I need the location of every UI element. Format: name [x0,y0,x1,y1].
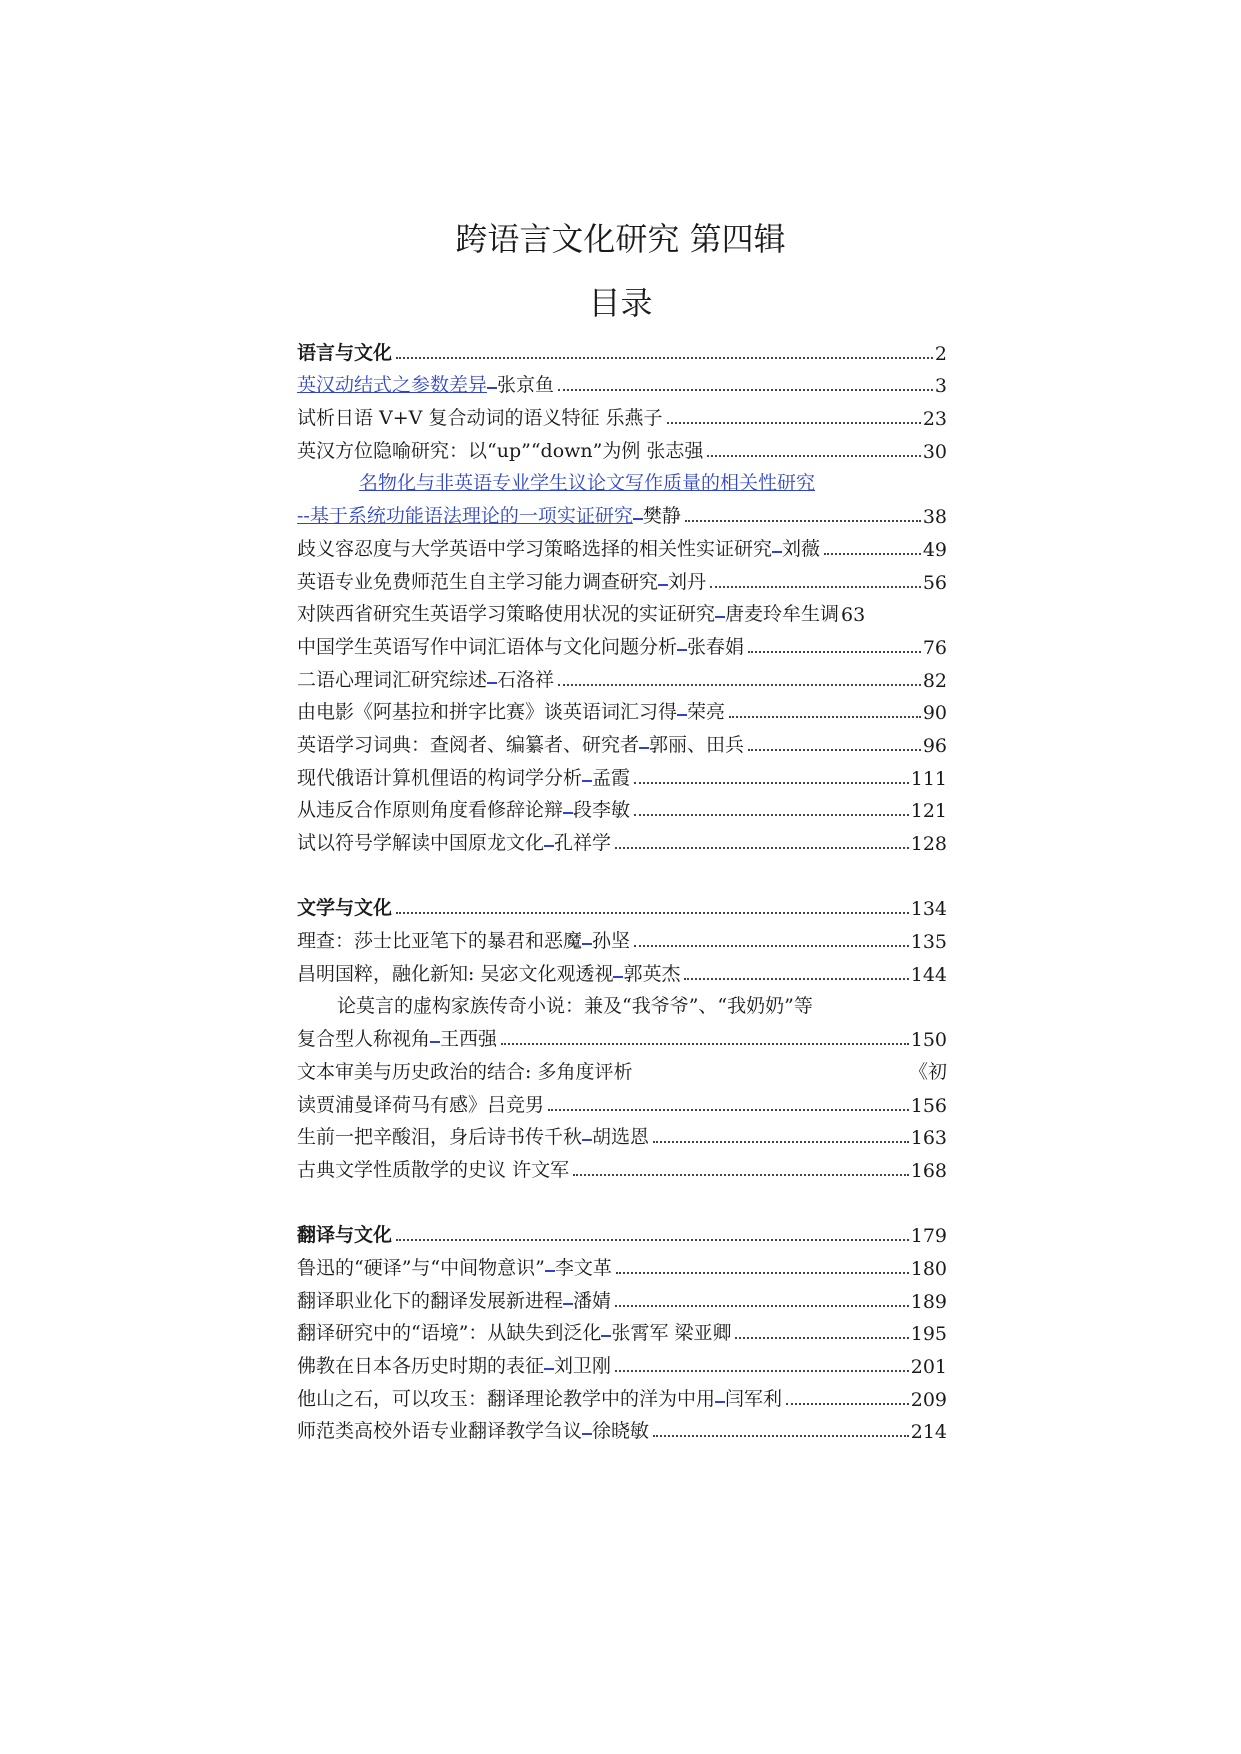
section-gap [297,855,947,888]
toc-entry[interactable]: 师范类高校外语专业翻译教学刍议 徐晓敏 214 [297,1420,947,1444]
toc-entry[interactable]: 由电影《阿基拉和拼字比赛》谈英语词汇习得 荣亮 90 [297,701,947,725]
toc-entry[interactable]: 鲁迅的“硬译”与“中间物意识” 李文革 180 [297,1256,947,1280]
toc-entry[interactable]: 英汉动结式之参数差异 张京鱼 3 [297,374,947,398]
toc-entry[interactable]: 翻译研究中的“语境”：从缺失到泛化 张霄军 梁亚卿 195 [297,1322,947,1346]
toc-entry[interactable]: 昌明国粹，融化新知: 吴宓文化观透视 郭英杰 144 [297,962,947,986]
toc-entry-line1[interactable]: 文本审美与历史政治的结合: 多角度评析 《初 [297,1060,947,1083]
toc-entry-line1[interactable]: 论莫言的虚构家族传奇小说：兼及“我爷爷”、“我奶奶”等 [337,995,813,1018]
toc-entry[interactable]: --基于系统功能语法理论的一项实证研究 樊静 38 [297,505,947,529]
toc-entry[interactable]: 现代俄语计算机俚语的构词学分析 孟霞 111 [297,766,947,790]
toc-entry[interactable]: 读贾浦曼译荷马有感》吕竞男 156 [297,1093,947,1117]
toc-entry[interactable]: 英汉方位隐喻研究：以“up”“down”为例 张志强 30 [297,439,947,463]
toc-entry[interactable]: 佛教在日本各历史时期的表征 刘卫刚 201 [297,1355,947,1378]
toc-entry[interactable]: 二语心理词汇研究综述 石洛祥 82 [297,668,947,692]
toc-entry[interactable]: 他山之石，可以攻玉：翻译理论教学中的洋为中用 闫军利 209 [297,1387,947,1411]
toc-section-heading[interactable]: 文学与文化 134 [297,897,947,921]
toc-entry[interactable]: 翻译职业化下的翻译发展新进程 潘婧 189 [297,1289,947,1313]
toc-entry[interactable]: 中国学生英语写作中词汇语体与文化问题分析 张春娟 76 [297,635,947,659]
toc-entry[interactable]: 英语学习词典：查阅者、编纂者、研究者 郭丽、田兵 96 [297,733,947,757]
toc-entry-line1[interactable] [297,463,947,496]
toc-entry-link[interactable]: 英汉动结式之参数差异 [297,374,488,397]
table-of-contents [297,332,947,1443]
toc-entry[interactable]: 复合型人称视角 王西强 150 [297,1028,947,1052]
toc-entry[interactable]: 生前一把辛酸泪，身后诗书传千秋 胡选恩 163 [297,1126,947,1150]
toc-section-heading[interactable]: 翻译与文化 179 [297,1224,947,1248]
toc-entry[interactable]: 试以符号学解读中国原龙文化 孔祥学 128 [297,832,947,855]
toc-entry[interactable]: 试析日语 V+V 复合动词的语义特征 乐燕子 23 [297,407,947,431]
book-title: 跨语言文化研究 第四辑 [455,220,786,258]
toc-entry-link[interactable]: --基于系统功能语法理论的一项实证研究 [297,505,633,528]
toc-entry[interactable]: 对陕西省研究生英语学习策略使用状况的实证研究 唐麦玲牟生调 63 [297,603,866,627]
toc-entry-link[interactable]: 名物化与非英语专业学生议论文写作质量的相关性研究 [359,472,816,495]
toc-entry[interactable]: 古典文学性质散学的史议 许文军 168 [297,1158,947,1182]
toc-entry[interactable]: 从违反合作原则角度看修辞论辩 段李敏 121 [297,799,947,823]
toc-entry[interactable]: 理查：莎士比亚笔下的暴君和恶魔 孙坚 135 [297,930,947,954]
toc-title: 目录 [588,284,653,322]
toc-section-heading[interactable]: 语言与文化 2 [297,341,947,365]
toc-entry[interactable]: 歧义容忍度与大学英语中学习策略选择的相关性实证研究 刘薇 49 [297,537,947,561]
section-gap [297,1182,947,1215]
toc-entry[interactable]: 英语专业免费师范生自主学习能力调查研究 刘丹 56 [297,570,947,594]
